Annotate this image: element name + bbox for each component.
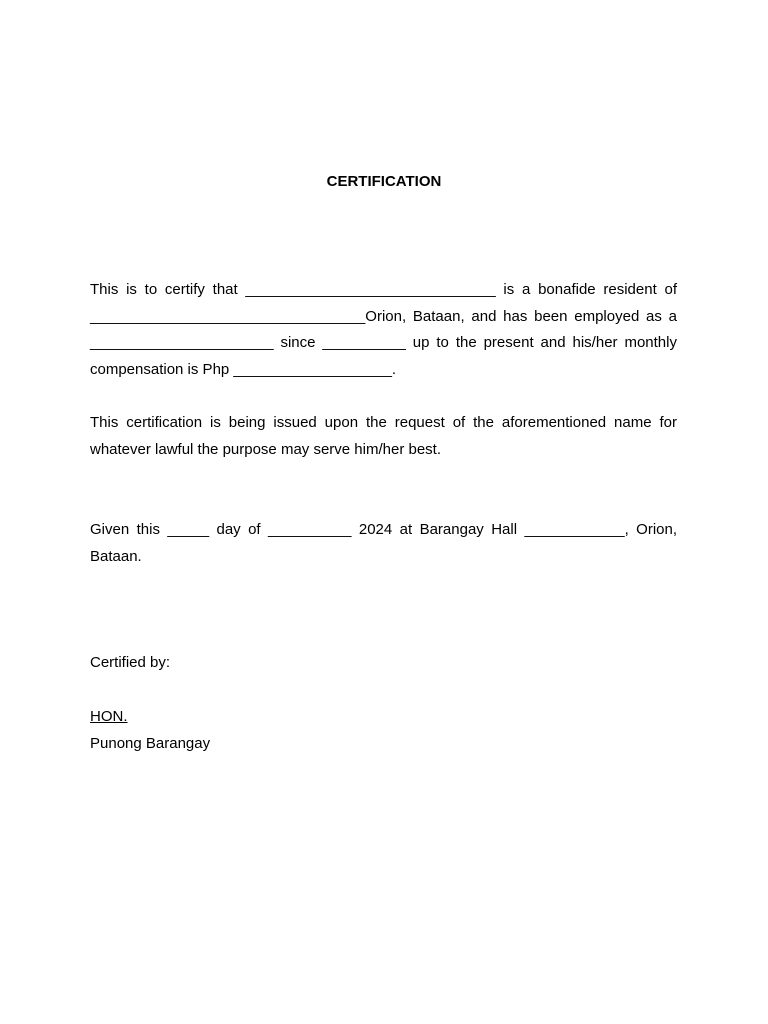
- certified-by-label: Certified by:: [90, 654, 171, 671]
- signatory-name: HON.: [90, 708, 128, 725]
- document-title: CERTIFICATION: [326, 173, 442, 190]
- signatory-position: Punong Barangay: [90, 735, 211, 752]
- given-date-paragraph: Given this _____ day of __________ 2024 at Barangay Hall ____________, Orion, Bataan.: [90, 521, 677, 565]
- purpose-paragraph: This certification is being issued upon the request of the aforementioned name for whatever lawful the purpose may serve him/her best.: [90, 414, 677, 458]
- certification-paragraph: This is to certify that ______________________________ is a bonafide resident of _________________________________Orion, Bataan, and has been employed as a ______________________ since __________ up to the present and his/her monthly compensation is Php ___________________.: [90, 281, 677, 378]
